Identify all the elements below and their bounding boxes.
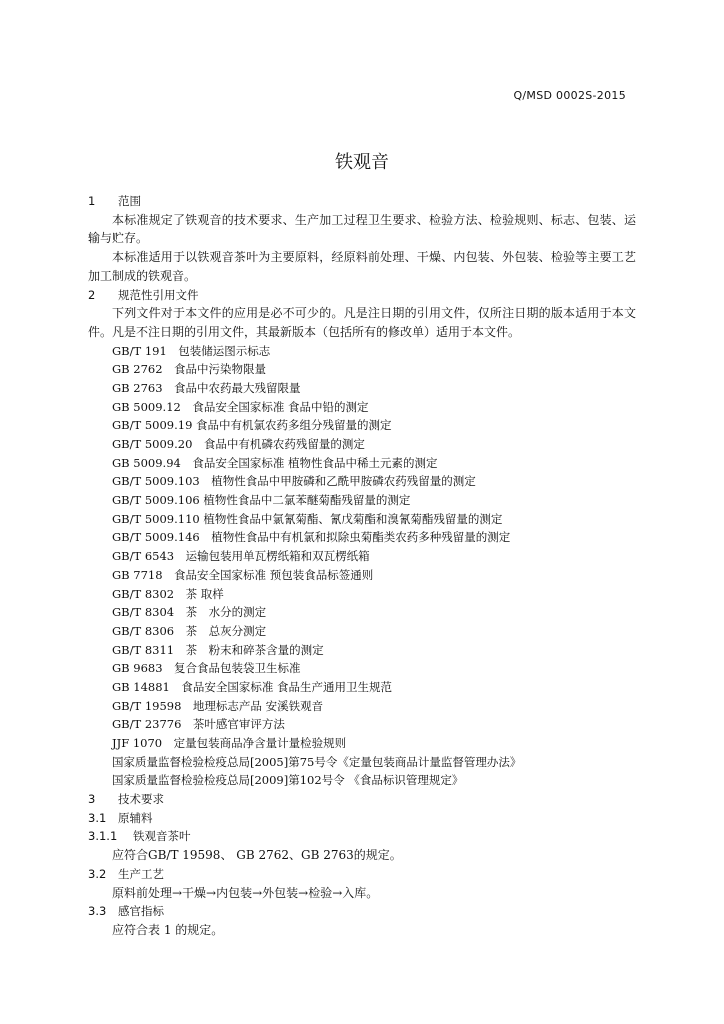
reference-item: GB/T 5009.146 植物性食品中有机氯和拟除虫菊酯类农药多种残留量的测定 — [112, 530, 511, 545]
reference-item: JJF 1070 定量包装商品净含量计量检验规则 — [112, 736, 347, 751]
document-body — [88, 192, 636, 940]
section-text: 原料前处理→干燥→内包装→外包装→检验→入库。 — [112, 885, 379, 900]
section-number: 2 — [88, 287, 96, 302]
section-heading-2 — [88, 286, 636, 305]
scope-paragraph-1: 本标准规定了铁观音的技术要求、生产加工过程卫生要求、检验方法、检验规则、标志、包装、运输与贮存。 — [88, 212, 636, 246]
section-title: 规范性引用文件 — [118, 287, 199, 302]
reference-item: GB/T 191 包装储运图示标志 — [112, 343, 271, 358]
reference-item: GB 7718 食品安全国家标准 预包装食品标签通则 — [112, 567, 374, 582]
section-heading-3-3 — [88, 902, 636, 921]
references-intro-paragraph: 下列文件对于本文件的应用是必不可少的。凡是注日期的引用文件，仅所注日期的版本适用于本文件。凡是不注日期的引用文件，其最新版本（包括所有的修改单）适用于本文件。 — [88, 306, 636, 339]
reference-item: GB/T 5009.20 食品中有机磷农药残留量的测定 — [112, 437, 365, 452]
reference-item: GB 14881 食品安全国家标准 食品生产通用卫生规范 — [112, 679, 393, 694]
section-number: 3.1.1 — [88, 829, 118, 844]
section-heading-3-1 — [88, 809, 636, 828]
section-title: 生产工艺 — [118, 866, 164, 881]
reference-item: GB/T 5009.103 植物性食品中甲胺磷和乙酰甲胺磷农药残留量的测定 — [112, 474, 476, 489]
reference-item: GB 2763 食品中农药最大残留限量 — [112, 380, 301, 395]
section-number: 1 — [88, 194, 96, 208]
section-title: 技术要求 — [118, 792, 164, 807]
reference-item: GB/T 8302 茶 取样 — [112, 586, 224, 601]
reference-item: GB/T 8306 茶 总灰分测定 — [112, 623, 267, 638]
document-title: 铁观音 — [335, 152, 389, 173]
section-heading-3-2 — [88, 865, 636, 884]
scope-paragraph-2: 本标准适用于以铁观音茶叶为主要原料，经原料前处理、干燥、内包装、外包装、检验等主要工艺加工制成的铁观音。 — [88, 250, 636, 283]
section-title: 感官指标 — [118, 904, 164, 919]
section-text: 应符合表 1 的规定。 — [112, 922, 224, 937]
reference-item: GB/T 19598 地理标志产品 安溪铁观音 — [112, 698, 324, 713]
reference-item: GB 2762 食品中污染物限量 — [112, 362, 267, 377]
standard-code: Q/MSD 0002S-2015 — [513, 89, 626, 102]
reference-item: GB 5009.94 食品安全国家标准 植物性食品中稀土元素的测定 — [112, 455, 438, 470]
reference-item: GB/T 8311 茶 粉末和碎茶含量的测定 — [112, 642, 324, 657]
section-title: 铁观音茶叶 — [133, 829, 191, 844]
section-text: 应符合GB/T 19598、 GB 2762、GB 2763的规定。 — [112, 848, 402, 863]
section-heading-3-1-1 — [88, 827, 636, 846]
section-number: 3.3 — [88, 904, 107, 919]
reference-item: 国家质量监督检验检疫总局[2005]第75号令《定量包装商品计量监督管理办法》 — [112, 754, 522, 769]
reference-item: GB/T 6543 运输包装用单瓦楞纸箱和双瓦楞纸箱 — [112, 549, 370, 564]
reference-item: GB 9683 复合食品包装袋卫生标准 — [112, 661, 301, 676]
section-number: 3.2 — [88, 866, 107, 881]
section-heading-1 — [88, 192, 636, 211]
reference-item: GB/T 5009.106 植物性食品中二氯苯醚菊酯残留量的测定 — [112, 493, 411, 508]
reference-item: 国家质量监督检验检疫总局[2009]第102号令 《食品标识管理规定》 — [112, 773, 464, 788]
reference-item: GB/T 23776 茶叶感官审评方法 — [112, 717, 285, 732]
reference-item: GB/T 8304 茶 水分的测定 — [112, 605, 267, 620]
section-number: 3.1 — [88, 810, 107, 825]
reference-item: GB/T 5009.110 植物性食品中氯氰菊酯、氰戊菊酯和溴氰菊酯残留量的测定 — [112, 511, 503, 526]
section-heading-3 — [88, 790, 636, 809]
reference-item: GB/T 5009.19 食品中有机氯农药多组分残留量的测定 — [112, 418, 392, 433]
section-number: 3 — [88, 792, 96, 807]
section-title: 范围 — [118, 194, 141, 208]
section-title: 原辅料 — [118, 810, 153, 825]
reference-item: GB 5009.12 食品安全国家标准 食品中铅的测定 — [112, 399, 369, 414]
